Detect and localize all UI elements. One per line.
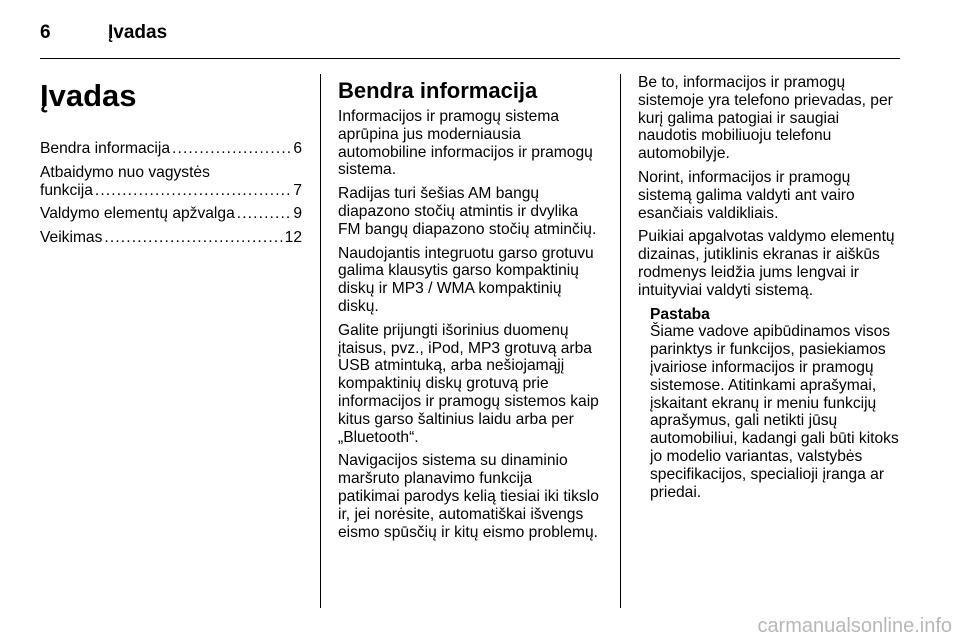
toc-page-number: 12 <box>284 229 302 247</box>
paragraph <box>638 74 908 163</box>
text-line: automobilyje. <box>638 145 730 163</box>
text-line: maršruto planavimo funkcija <box>338 470 533 488</box>
paragraph <box>338 245 606 316</box>
paragraph <box>338 185 606 238</box>
toc-label: Veikimas <box>40 229 103 247</box>
text-line: diapazono stočių atmintis ir dvylika <box>338 202 579 220</box>
watermark: carmanualsonline.info <box>757 615 952 637</box>
paragraph <box>638 169 908 222</box>
text-line: Radijas turi šešias AM bangų <box>338 185 540 203</box>
toc-label-line: Atbaidymo nuo vagystės <box>40 163 210 181</box>
toc-line <box>40 229 302 247</box>
toc-leader-dots <box>172 140 291 158</box>
text-line: kurį galima patogiai ir saugiai <box>638 109 840 127</box>
paragraph <box>638 228 908 299</box>
toc-page-number: 7 <box>293 181 302 199</box>
text-line: diskų. <box>338 297 379 315</box>
header-rule <box>40 58 900 59</box>
text-line: patikimai parodys kelią tiesiai iki tikslo <box>338 487 599 505</box>
chapter-title: Įvadas <box>40 78 137 113</box>
text-line: aprūpina jus moderniausia <box>338 125 521 143</box>
section-title: Bendra informacija <box>338 78 538 103</box>
note-line: sistemose. Atitinkami aprašymai, <box>650 376 877 394</box>
paragraph <box>338 322 606 447</box>
right-column <box>638 74 908 501</box>
text-line: sistemą galima valdyti ant vairo <box>638 186 855 204</box>
text-line: sistemoje yra telefono prievadas, per <box>638 91 893 109</box>
toc-label: Bendra informacija <box>40 140 171 157</box>
note-box <box>650 306 908 502</box>
text-line: USB atmintuką, arba nešiojamąjį <box>338 357 565 375</box>
right-body <box>638 74 908 300</box>
running-title: Įvadas <box>108 22 168 43</box>
toc-entry[interactable] <box>40 229 302 247</box>
toc-entry[interactable] <box>40 140 302 158</box>
text-line: FM bangų diapazono stočių atminčių. <box>338 220 597 238</box>
text-line: intuityviai valdyti sistemą. <box>638 281 814 299</box>
text-line: ir, jei norėsite, automatiškai išvengs <box>338 505 584 523</box>
toc-line <box>40 182 302 200</box>
toc-label: funkcija <box>40 181 93 199</box>
toc-column <box>40 74 302 253</box>
text-line: Informacijos ir pramogų sistema <box>338 108 559 125</box>
page-number: 6 <box>40 22 51 43</box>
middle-column <box>338 74 606 547</box>
text-line: dizainas, jutiklinis ekranas ir aiškūs <box>638 246 880 264</box>
toc-label: Valdymo elementų apžvalga <box>40 205 235 223</box>
paragraph <box>338 452 606 541</box>
text-line: Be to, informacijos ir pramogų <box>638 74 846 91</box>
toc-entry[interactable] <box>40 205 302 223</box>
text-line: kitus garso šaltinius laidu arba per <box>338 410 574 428</box>
note-line: parinktys ir funkcijos, pasiekiamos <box>650 341 886 359</box>
text-line: automobiline informacijos ir pramogų <box>338 143 593 161</box>
text-line: Navigacijos sistema su dinaminio <box>338 452 568 470</box>
note-line: įvairiose informacijos ir pramogų <box>650 358 874 376</box>
text-line: įtaisus, pvz., iPod, MP3 grotuvą arba <box>338 339 592 357</box>
column-divider-right <box>620 74 621 608</box>
toc-page-number: 6 <box>293 140 302 157</box>
text-line: „Bluetooth“. <box>338 428 419 446</box>
toc-line <box>40 205 302 223</box>
text-line: kompaktinių diskų grotuvą prie <box>338 375 549 393</box>
text-line: diskų ir MP3 / WMA kompaktinių <box>338 280 562 298</box>
text-line: eismo spūsčių ir kitų eismo problemų. <box>338 523 598 541</box>
toc-entry[interactable] <box>40 164 302 200</box>
text-line: esančiais valdikliais. <box>638 204 779 222</box>
text-line: Galite prijungti išorinius duomenų <box>338 321 569 339</box>
column-divider-left <box>320 74 321 608</box>
page-header <box>40 18 900 56</box>
note-line: automobiliui, kadangi gali būti kitoks <box>650 430 899 448</box>
note-line: įskaitant ekranų ir meniu funkcijų <box>650 394 877 412</box>
toc-line <box>40 140 302 158</box>
note-title: Pastaba <box>650 305 710 323</box>
text-line: informacijos ir pramogų sistemos kaip <box>338 392 599 410</box>
paragraph <box>338 108 606 179</box>
text-line: galima klausytis garso kompaktinių <box>338 262 579 280</box>
text-line: Norint, informacijos ir pramogų <box>638 168 851 186</box>
note-line: aprašymus, gali netikti jūsų <box>650 412 838 430</box>
note-line: specifikacijos, specialioji įranga ar <box>650 465 885 483</box>
text-line: rodmenys leidžia jums lengvai ir <box>638 263 860 281</box>
text-line: Naudojantis integruotu garso grotuvu <box>338 244 594 262</box>
text-line: naudotis mobiliuoju telefonu <box>638 127 832 145</box>
note-line: priedai. <box>650 483 702 501</box>
toc-leader-dots <box>95 182 291 200</box>
toc-leader-dots <box>104 229 282 247</box>
section-body <box>338 108 606 541</box>
text-line: sistema. <box>338 161 397 179</box>
text-line: Puikiai apgalvotas valdymo elementų <box>638 228 895 246</box>
note-line: jo modelio variantas, valstybės <box>650 447 863 465</box>
note-line: Šiame vadove apibūdinamos visos <box>650 323 891 341</box>
note-body <box>650 323 908 501</box>
toc-leader-dots <box>237 205 292 223</box>
toc-page-number: 9 <box>293 205 302 223</box>
table-of-contents <box>40 140 302 247</box>
